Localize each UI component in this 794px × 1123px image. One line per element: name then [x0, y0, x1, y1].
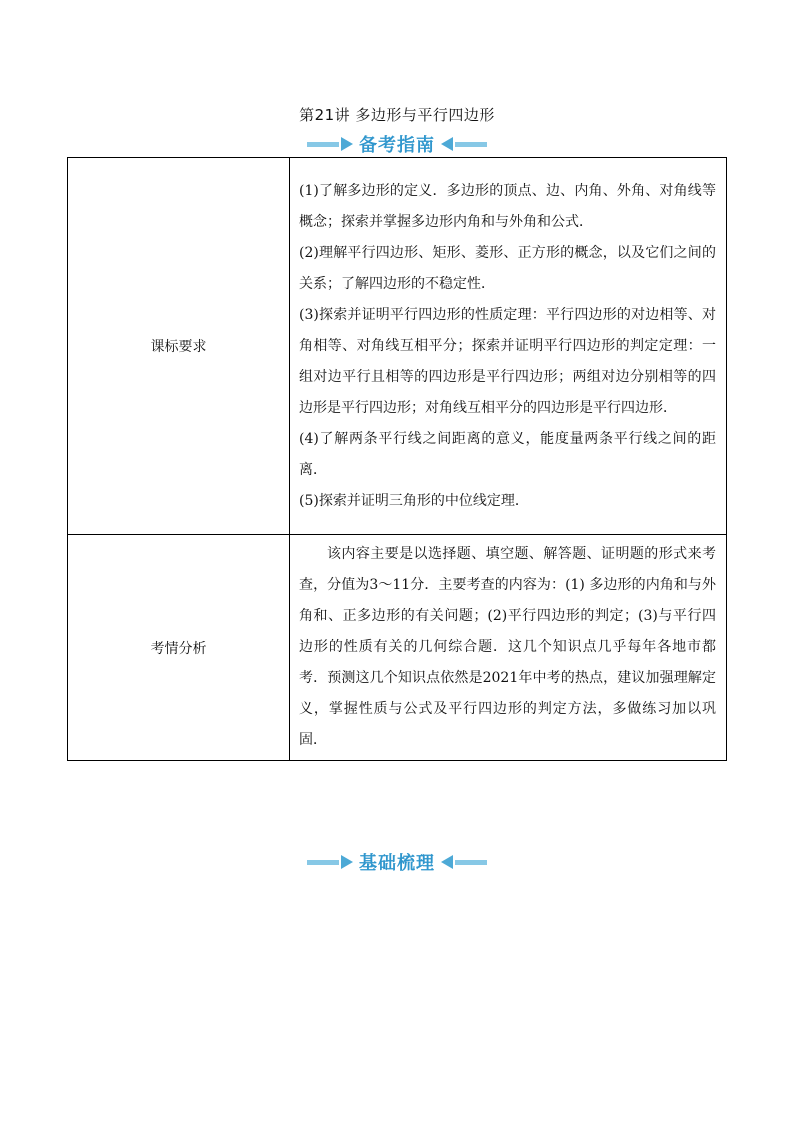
banner-arrow-left-icon	[341, 137, 353, 151]
exam-guide-table	[67, 157, 727, 761]
lecture-title: 第21讲 多边形与平行四边形	[299, 106, 495, 124]
section-banner-basics	[0, 849, 794, 875]
banner-bar-left	[307, 142, 339, 147]
banner-bar-right	[455, 860, 487, 865]
banner-title: 备考指南	[359, 135, 435, 156]
table-row	[68, 158, 727, 535]
banner-title: 基础梳理	[359, 853, 435, 874]
requirement-item: (4)了解两条平行线之间距离的意义，能度量两条平行线之间的距离．	[299, 430, 716, 478]
requirement-item: (5)探索并证明三角形的中位线定理．	[299, 492, 529, 509]
banner-arrow-right-icon	[441, 137, 453, 151]
section-banner-guide	[0, 131, 794, 157]
banner-bar-right	[455, 142, 487, 147]
banner-arrow-left-icon	[341, 855, 353, 869]
exam-analysis	[290, 535, 727, 761]
banner-arrow-right-icon	[441, 855, 453, 869]
curriculum-requirements	[290, 158, 727, 535]
table-row	[68, 535, 727, 761]
row-label: 考情分析	[68, 535, 290, 761]
requirement-item: (1)了解多边形的定义．多边形的顶点、边、内角、外角、对角线等概念；探索并掌握多边形内角和与外角和公式．	[299, 182, 716, 230]
banner-bar-left	[307, 860, 339, 865]
analysis-text: 该内容主要是以选择题、填空题、解答题、证明题的形式来考查，分值为3～11分．主要考查的内容为：(1) 多边形的内角和与外角和、正多边形的有关问题；(2)平行四边形的判定；(3)与平行四边形的性质有关的几何综合题．这几个知识点几乎每年各地市都考．预测这几个知识点依然是2021年中考的热点，建议加强理解定义，掌握性质与公式及平行四边形的判定方法，多做练习加以巩固．	[299, 546, 716, 748]
row-label: 课标要求	[68, 158, 290, 535]
requirement-item: (3)探索并证明平行四边形的性质定理：平行四边形的对边相等、对角相等、对角线互相平分；探索并证明平行四边形的判定定理：一组对边平行且相等的四边形是平行四边形；两组对边分别相等的四边形是平行四边形；对角线互相平分的四边形是平行四边形．	[299, 306, 716, 416]
requirement-item: (2)理解平行四边形、矩形、菱形、正方形的概念，以及它们之间的关系；了解四边形的不稳定性．	[299, 244, 716, 292]
